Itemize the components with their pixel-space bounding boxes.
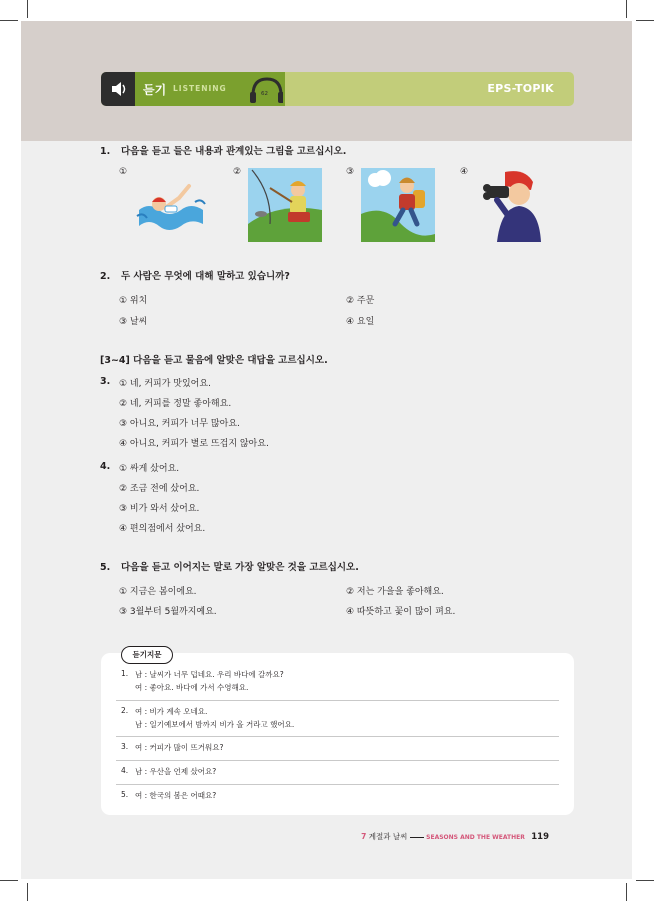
footer-rule (410, 837, 424, 838)
script-item-number: 2. (121, 706, 129, 715)
option-3[interactable]: ③ 아니요, 커피가 너무 많아요. (119, 419, 240, 429)
script-line: 여 : 좋아요. 바다에 가서 수영해요. (135, 683, 249, 692)
image-option-1-label: ① (119, 167, 128, 177)
track-number: 62 (261, 91, 268, 97)
script-line: 남 : 우산을 언제 샀어요? (135, 767, 217, 776)
crop-mark (0, 20, 18, 21)
section-subtitle: LISTENING (173, 84, 227, 93)
option-3[interactable]: ③ 3월부터 5월까지예요. (119, 607, 217, 617)
question-number: 2. (100, 271, 111, 282)
script-line: 여 : 한국의 봄은 어때요? (135, 791, 217, 800)
option-1[interactable]: ① 싸게 샀어요. (119, 464, 180, 474)
headphones-icon (247, 75, 283, 105)
speaker-icon (101, 72, 135, 106)
page-number: 119 (531, 832, 549, 842)
question-text: 두 사람은 무엇에 대해 말하고 있습니까? (121, 271, 290, 282)
question-text: 다음을 듣고 들은 내용과 관계있는 그림을 고르십시오. (121, 146, 347, 157)
question-1 (100, 143, 346, 157)
crop-mark (636, 20, 654, 21)
script-divider (116, 760, 559, 761)
hiking-person-icon[interactable] (361, 168, 435, 242)
option-2[interactable]: ② 네, 커피를 정말 좋아해요. (119, 399, 232, 409)
option-2[interactable]: ② 주문 (346, 296, 375, 306)
brand-logo: EPS-TOPIK (487, 82, 554, 95)
option-4[interactable]: ④ 아니요, 커피가 별로 뜨겁지 않아요. (119, 439, 269, 449)
crop-mark (27, 0, 28, 18)
script-divider (116, 784, 559, 785)
swimming-person-icon[interactable] (135, 168, 209, 242)
script-line: 남 : 날씨가 너무 덥네요. 우리 바다에 갈까요? (135, 670, 284, 679)
script-item-number: 1. (121, 669, 129, 678)
chapter-number: 7 (361, 832, 367, 841)
crop-mark (0, 880, 18, 881)
script-line: 남 : 일기예보에서 밤까지 비가 올 거라고 했어요. (135, 720, 295, 729)
option-1[interactable]: ① 지금은 봄이에요. (119, 587, 197, 597)
section-header (101, 72, 574, 106)
option-4[interactable]: ④ 편의점에서 샀어요. (119, 524, 206, 534)
image-option-2-label: ② (233, 167, 242, 177)
option-4[interactable]: ④ 따뜻하고 꽃이 많이 펴요. (346, 607, 456, 617)
question-5 (100, 559, 359, 573)
script-divider (116, 736, 559, 737)
speaker-icon-box (101, 72, 135, 106)
script-line: 여 : 비가 계속 오네요. (135, 707, 208, 716)
question-2 (100, 268, 290, 282)
binoculars-person-icon[interactable] (475, 168, 549, 242)
crop-mark (636, 880, 654, 881)
question-3-number: 3. (100, 376, 111, 387)
question-number: 1. (100, 146, 111, 157)
script-line: 여 : 커피가 많이 뜨거워요? (135, 743, 224, 752)
option-3[interactable]: ③ 비가 와서 샀어요. (119, 504, 200, 514)
option-3[interactable]: ③ 날씨 (119, 317, 148, 327)
crop-mark (27, 883, 28, 901)
option-2[interactable]: ② 저는 가을을 좋아해요. (346, 587, 444, 597)
crop-mark (626, 883, 627, 901)
script-divider (116, 700, 559, 701)
script-item-number: 3. (121, 742, 129, 751)
chapter-title-ko: 계절과 날씨 (368, 832, 408, 841)
option-1[interactable]: ① 네, 커피가 맛있어요. (119, 379, 211, 389)
question-text: 다음을 듣고 이어지는 말로 가장 알맞은 것을 고르십시오. (121, 562, 359, 573)
option-2[interactable]: ② 조금 전에 샀어요. (119, 484, 200, 494)
script-item-number: 5. (121, 790, 129, 799)
textbook-page (21, 21, 632, 879)
question-4-number: 4. (100, 461, 111, 472)
instruction-3-4: [3~4] 다음을 듣고 물음에 알맞은 대답을 고르십시오. (100, 355, 328, 366)
section-title: 듣기 (143, 83, 167, 97)
crop-mark (626, 0, 627, 18)
chapter-title-en: SEASONS AND THE WEATHER (426, 834, 525, 841)
option-4[interactable]: ④ 요일 (346, 317, 375, 327)
page-footer (361, 831, 549, 842)
listening-script-tag: 듣기지문 (121, 646, 173, 664)
script-item-number: 4. (121, 766, 129, 775)
image-option-4-label: ④ (460, 167, 469, 177)
fishing-person-icon[interactable] (248, 168, 322, 242)
option-1[interactable]: ① 위치 (119, 296, 148, 306)
question-number: 5. (100, 562, 111, 573)
image-option-3-label: ③ (346, 167, 355, 177)
